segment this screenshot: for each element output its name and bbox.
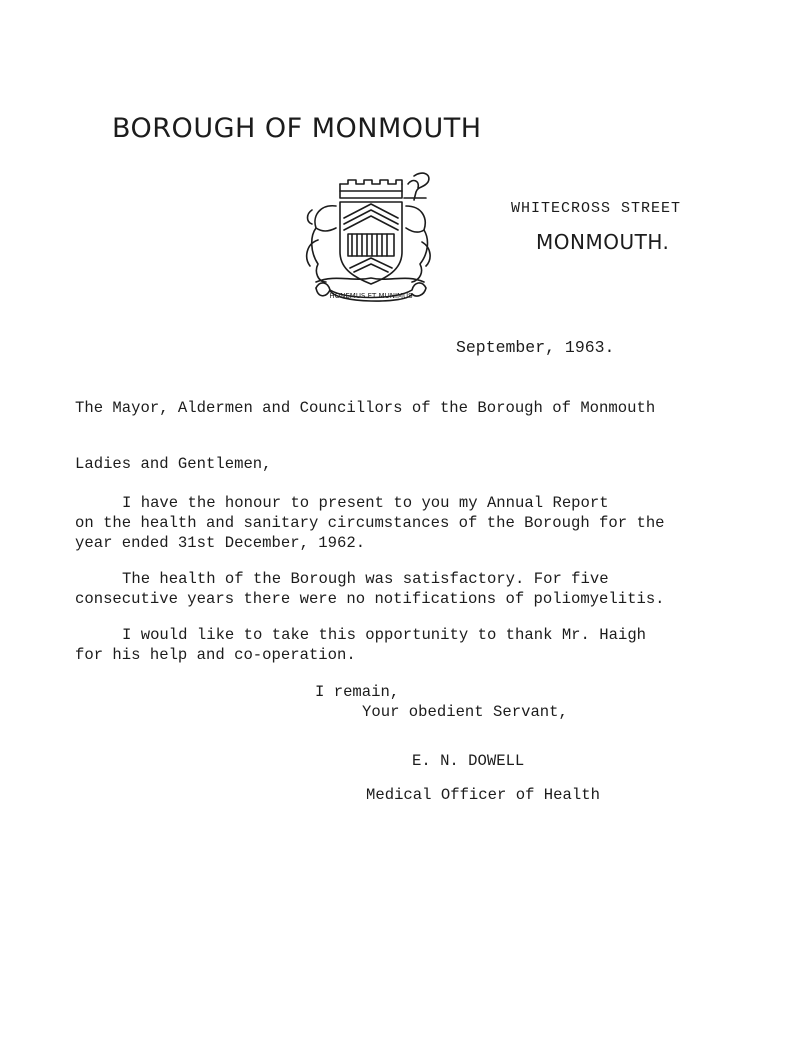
letter-date: September, 1963. bbox=[456, 338, 615, 357]
borough-heading: BOROUGH OF MONMOUTH bbox=[112, 113, 482, 144]
addressee: The Mayor, Aldermen and Councillors of the Borough of Monmouth bbox=[75, 399, 656, 417]
town-address: MONMOUTH. bbox=[536, 230, 670, 254]
paragraph2-line1: The health of the Borough was satisfactory. For five bbox=[122, 570, 609, 588]
signatory-title: Medical Officer of Health bbox=[366, 786, 600, 804]
closing-remain: I remain, bbox=[315, 683, 400, 701]
paragraph1-line3: year ended 31st December, 1962. bbox=[75, 534, 366, 552]
paragraph1-line2: on the health and sanitary circumstances of the Borough for the bbox=[75, 514, 665, 532]
paragraph3-line1: I would like to take this opportunity to thank Mr. Haigh bbox=[122, 626, 647, 644]
signatory-name: E. N. DOWELL bbox=[412, 752, 525, 770]
salutation: Ladies and Gentlemen, bbox=[75, 455, 272, 473]
borough-crest-icon bbox=[296, 170, 434, 318]
closing-servant: Your obedient Servant, bbox=[362, 703, 568, 721]
paragraph2-line2: consecutive years there were no notifications of poliomyelitis. bbox=[75, 590, 665, 608]
street-address: WHITECROSS STREET bbox=[511, 200, 682, 217]
paragraph1-line1: I have the honour to present to you my Annual Report bbox=[122, 494, 609, 512]
crest-motto: HONEMUS ET MUNIMUS bbox=[329, 292, 413, 300]
paragraph3-line2: for his help and co-operation. bbox=[75, 646, 356, 664]
